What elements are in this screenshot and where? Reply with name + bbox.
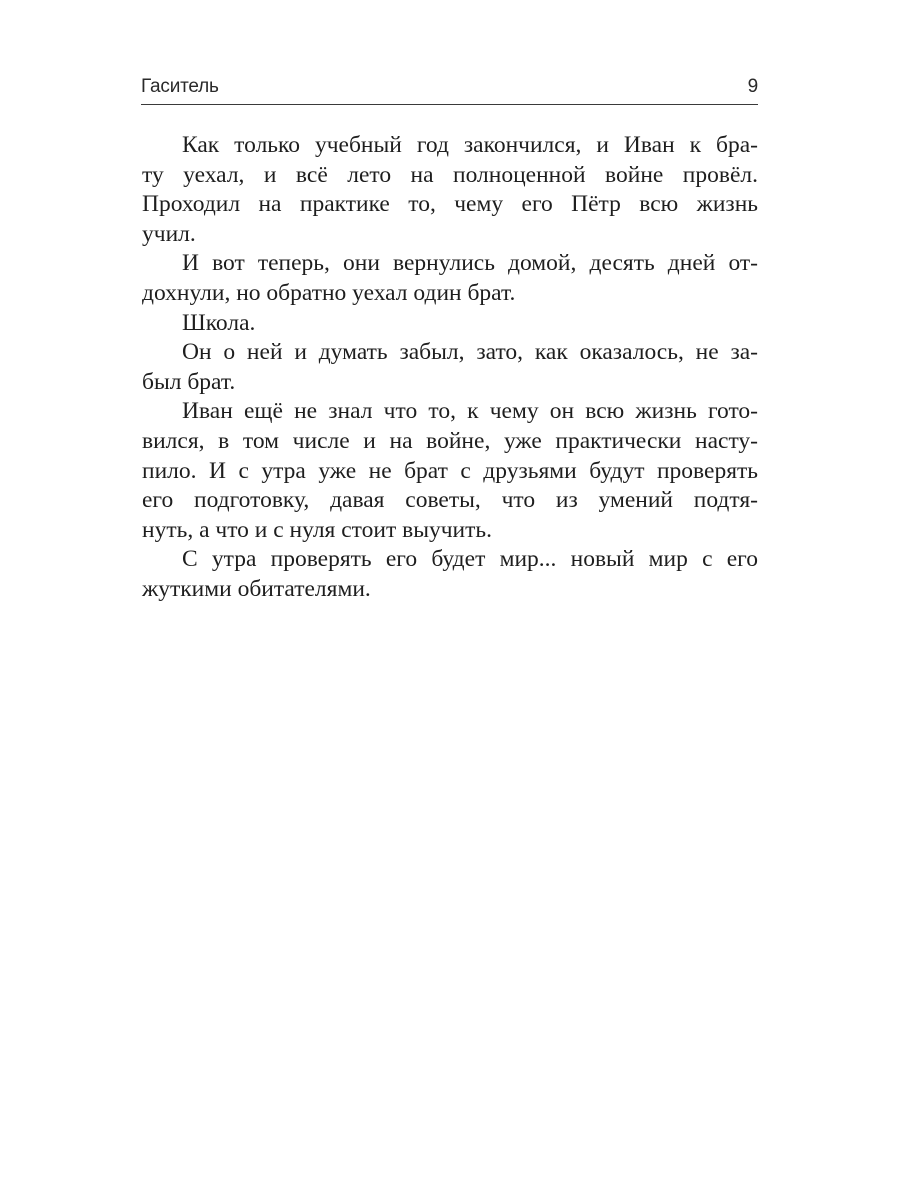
text-line: ту уехал, и всё лето на полноценной войне провёл.: [142, 161, 758, 188]
body-text: [142, 131, 758, 605]
text-line: Школа.: [182, 309, 256, 336]
text-line: Проходил на практике то, чему его Пётр всю жизнь: [142, 191, 758, 218]
paragraph-4: [142, 338, 758, 397]
text-line: был брат.: [142, 368, 236, 395]
running-title: Гаситель: [141, 76, 219, 97]
paragraph-3: [142, 309, 758, 339]
header-rule: [141, 104, 758, 105]
text-line: пило. И с утра уже не брат с друзьями будут проверять: [142, 457, 758, 484]
running-head: [141, 74, 758, 102]
text-line: И вот теперь, они вернулись домой, десять дней от-: [182, 250, 758, 277]
text-line: его подготовку, давая советы, что из умений подтя-: [142, 487, 758, 514]
text-line: Как только учебный год закончился, и Иван к бра-: [182, 132, 758, 158]
text-line: Он о ней и думать забыл, зато, как оказалось, не за-: [182, 339, 758, 366]
text-line: учил.: [142, 220, 196, 247]
text-line: С утра проверять его будет мир... новый мир с его: [182, 546, 758, 573]
paragraph-2: [142, 249, 758, 308]
text-line: жуткими обитателями.: [142, 575, 371, 602]
text-line: дохнули, но обратно уехал один брат.: [142, 279, 516, 306]
text-line: вился, в том числе и на войне, уже практически насту-: [142, 427, 758, 454]
text-line: нуть, а что и с нуля стоит выучить.: [142, 516, 492, 543]
paragraph-5: [142, 397, 758, 545]
text-line: Иван ещё не знал что то, к чему он всю жизнь гото-: [182, 398, 758, 425]
paragraph-6: [142, 545, 758, 604]
paragraph-1: [142, 131, 758, 249]
page-number: 9: [747, 76, 758, 97]
